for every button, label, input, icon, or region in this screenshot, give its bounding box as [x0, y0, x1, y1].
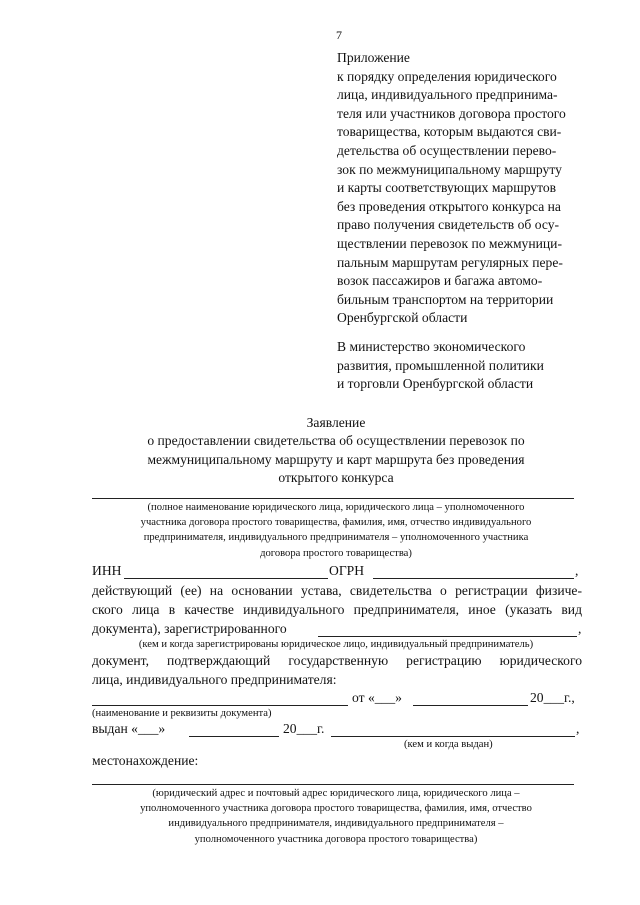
document-date-label: от «___» — [352, 690, 402, 705]
issued-by-note: (кем и когда выдан) — [404, 739, 493, 750]
applicant-name-field[interactable] — [92, 498, 574, 499]
annex-line: пальным маршрутам регулярных пере- — [337, 254, 563, 270]
document-year-label: 20___г., — [530, 690, 575, 705]
annex-line: без проведения открытого конкурса на — [337, 198, 561, 214]
location-label: местонахождение: — [92, 753, 199, 768]
annex-line: теля или участников договора простого — [337, 105, 566, 121]
annex-line: Оренбургской области — [337, 310, 468, 326]
annex-block — [337, 49, 566, 328]
note-line: предпринимателя, индивидуального предпринимателя – уполномоченного участника — [143, 532, 529, 544]
document-line: лица, индивидуального предпринимателя: — [92, 672, 337, 687]
title-line: о предоставлении свидетельства об осуществлении перевозок по — [147, 433, 525, 449]
annex-line: детельства об осуществлении перево- — [337, 142, 557, 158]
annex-line: и карты соответствующих маршрутов — [337, 180, 557, 196]
title-line: открытого конкурса — [278, 470, 394, 486]
recipient-line: и торговли Оренбургской области — [337, 376, 534, 392]
basis-line: действующий (ее) на основании устава, свидетельства о регистрации физиче- — [92, 583, 582, 598]
document-line: документ, подтверждающий государственную регистрацию юридического — [92, 653, 582, 668]
note-line: (полное наименование юридического лица, юридического лица – уполномоченного — [147, 502, 525, 513]
note-line: договора простого товарищества) — [260, 547, 412, 559]
document-title — [90, 414, 582, 488]
document-details-note: (наименование и реквизиты документа) — [92, 708, 272, 719]
note-line: участника договора простого товарищества, фамилия, имя, отчество индивидуального — [140, 517, 532, 529]
registered-line-comma: , — [578, 621, 582, 636]
annex-line: товарищества, которым выдаются сви- — [337, 124, 562, 140]
annex-line: бильным транспортом на территории — [337, 291, 554, 307]
recipient-line: развития, промышленной политики — [337, 357, 544, 373]
annex-line: право получения свидетельств об осу- — [337, 217, 560, 233]
annex-line: к порядку определения юридического — [337, 68, 557, 84]
title-line: межмуниципальному маршруту и карт маршрута без проведения — [147, 451, 525, 467]
ogrn-label: ОГРН — [329, 563, 365, 578]
registration-note: (кем и когда зарегистрированы юридическое лицо, индивидуальный предприниматель) — [138, 639, 534, 650]
note-line: уполномоченного участника договора простого товарищества, фамилия, имя, отчество — [140, 803, 532, 815]
recipient-block — [337, 338, 544, 394]
note-line: индивидуального предпринимателя, индивидуального предпринимателя – — [168, 818, 504, 830]
inn-label: ИНН — [92, 563, 122, 578]
issued-year-label: 20___г. — [283, 721, 325, 736]
applicant-note — [90, 500, 582, 561]
basis-line: ского лица в качестве индивидуального предпринимателя, иное (указать вид — [92, 602, 582, 617]
document-date-field[interactable] — [413, 705, 528, 706]
inn-line-comma: , — [575, 563, 579, 578]
annex-line: Приложение — [337, 50, 410, 65]
annex-line: ществлении перевозок по межмуници- — [337, 235, 562, 251]
inn-field[interactable] — [124, 578, 328, 579]
recipient-line: В министерство экономического — [337, 339, 526, 354]
note-line: уполномоченного участника договора простого товарищества) — [194, 833, 478, 845]
address-note — [90, 786, 582, 847]
note-line: (юридический адрес и почтовый адрес юридического лица, юридического лица – — [152, 788, 520, 799]
address-field[interactable] — [92, 784, 574, 785]
page-number: 7 — [336, 28, 342, 42]
annex-line: лица, индивидуального предпринима- — [337, 87, 558, 103]
ogrn-field[interactable] — [373, 578, 574, 579]
annex-line: возок пассажиров и багажа автомо- — [337, 273, 543, 289]
issued-line-comma: , — [576, 721, 580, 736]
issued-label: выдан «___» — [92, 721, 166, 736]
title-heading: Заявление — [306, 415, 366, 430]
annex-line: зок по межмуниципальному маршруту — [337, 161, 562, 177]
basis-line: документа), зарегистрированного — [92, 621, 287, 636]
issued-date-field[interactable] — [189, 736, 279, 737]
